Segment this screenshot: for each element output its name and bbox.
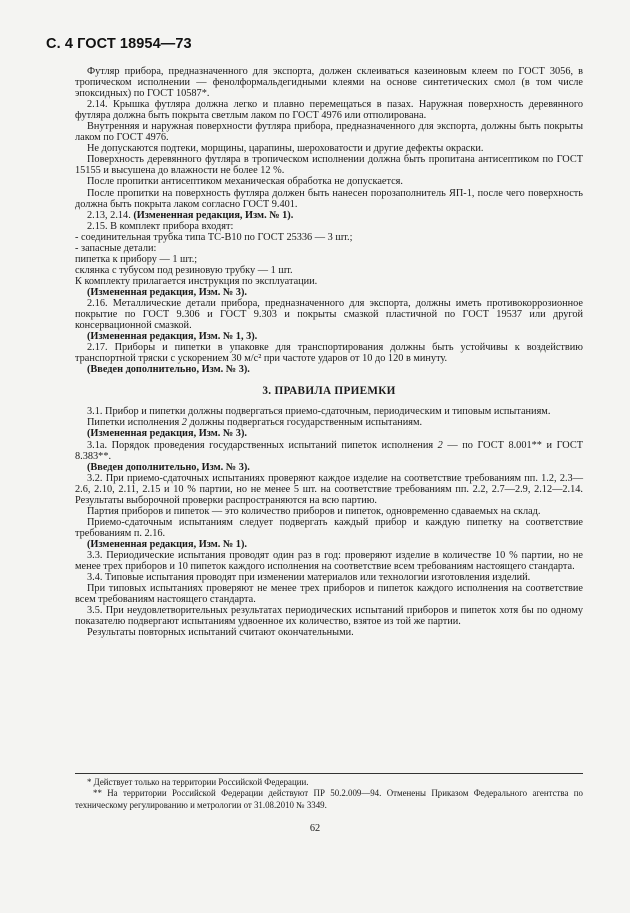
page-number: 62 [309,823,321,834]
paragraph: Не допускаются подтеки, морщины, царапины, шероховатости и другие дефекты окраски. [87,143,484,155]
amendment-note: (Измененная редакция, Изм. № 1). [133,209,294,221]
paragraph: 2.16. Металлические детали прибора, предназначенного для экспорта, должны иметь противокоррозионное покрытие по ГОСТ 9.306 и ГОСТ 9.303 и покрыты смазкой пластичной по ГОСТ 19537 или другой консервационной смазкой. [75,297,583,332]
paragraph: Приемо-сдаточным испытаниям следует подвергать каждый прибор и каждую пипетку на соответствие требованиям п. 2.16. [75,516,583,539]
paragraph: 3.5. При неудовлетворительных результатах периодических испытаний приборов и пипеток хотя бы по одному показателю подвергают испытаниям удвоенное их количество, взятое из той же партии. [75,605,583,628]
paragraph: Внутренняя и наружная поверхности футляра прибора, предназначенного для экспорта, должны быть покрыты лаком по ГОСТ 4976. [75,121,583,144]
paragraph: 2.15. В комплект прибора входят: [87,220,234,232]
variant-number: 2 [181,417,187,429]
document-body [75,66,583,638]
paragraph: Футляр прибора, предназначенного для экспорта, должен склеиваться казеиновым клеем по ГОСТ 3056, в тропическом исполнении — фенолформальдегидными клеями на основе синтетических смол (в том числе эпоксидных) по ГОСТ 10587*. [75,66,583,100]
amendment-note: (Измененная редакция, Изм. № 1). [87,538,247,550]
paragraph: Поверхность деревянного футляра в тропическом исполнении должна быть пропитана антисептиком по ГОСТ 15155 и высушена до влажности не более 12 %. [75,154,583,177]
paragraph: При типовых испытаниях проверяют не менее трех приборов и пипеток каждого исполнения на соответствие всем требованиям настоящего стандарта. [75,583,583,606]
paragraph: Результаты повторных испытаний считают окончательными. [87,627,354,639]
amendment-note: (Измененная редакция, Изм. № 3). [87,286,247,298]
paragraph: 3.4. Типовые испытания проводят при изменении материалов или технологии изготовления изделий. [87,572,531,584]
section-title: 3. ПРАВИЛА ПРИЕМКИ [262,385,396,398]
paragraph: 3.1. Прибор и пипетки должны подвергаться приемо-сдаточным, периодическим и типовым испытаниям. [87,406,551,418]
list-item: пипетка к прибору — 1 шт.; [75,253,198,265]
amendment-note: (Измененная редакция, Изм. № 3). [87,428,247,440]
page-header: С. 4 ГОСТ 18954—73 [46,36,192,52]
amendment-note: (Введен дополнительно, Изм. № 3). [87,461,250,473]
footnote: * Действует только на территории Российской Федерации. [87,777,309,787]
text-run: 3.1а. Порядок проведения государственных испытаний пипеток исполнения [87,439,438,451]
paragraph: После пропитки на поверхность футляра должен быть нанесен порозаполнитель ЯП-1, после чего поверхность должна быть покрыта лаком согласно ГОСТ 9.401. [75,187,583,210]
text-run: должны подвергаться государственным испытаниям. [186,417,423,429]
paragraph: 2.17. Приборы и пипетки в упаковке для транспортирования должны быть устойчивы к воздействию транспортной тряски с ускорением 30 м/с² при частоте ударов от 10 до 120 в минуту. [75,342,583,365]
paragraph: 3.3. Периодические испытания проводят один раз в год: проверяют изделие в количестве 10 % партии, но не менее трех приборов и 10 пипеток каждого исполнения на соответствие всем требованиям настоящего стандарта. [75,549,583,573]
text-run: Пипетки исполнения [87,417,182,429]
footnotes [75,773,583,811]
text-run: — по ГОСТ 8.001** и ГОСТ 8.383**. [75,439,583,462]
paragraph: 2.14. Крышка футляра должна легко и плавно перемещаться в пазах. Наружная поверхность деревянного футляра должна быть покрыта светлым лаком по ГОСТ 4976 или отполирована. [75,99,583,122]
list-item: - соединительная трубка типа ТС-В10 по ГОСТ 25336 — 3 шт.; [75,231,353,243]
list-item: - запасные детали: [75,242,157,254]
paragraph: После пропитки антисептиком механическая обработка не допускается. [87,176,403,188]
clause-ref: 2.13, 2.14. [87,209,131,221]
paragraph [87,210,583,221]
paragraph [75,417,583,428]
paragraph: Партия приборов и пипеток — это количество приборов и пипеток, одновременно сдаваемых на склад. [87,505,541,517]
amendment-note: (Измененная редакция, Изм. № 1, 3). [87,331,258,343]
paragraph: 3.2. При приемо-сдаточных испытаниях проверяют каждое изделие на соответствие требованиям пп. 1.2, 2.3—2.6, 2.10, 2.11, 2.15 и 10 % партии, но не менее 5 шт. на соответствие требованиям пп. 2.2, 2.7—2.9, 2.12—2.14. Результаты выборочной проверки распространяются на всю партию. [75,472,583,506]
list-item: К комплекту прилагается инструкция по эксплуатации. [75,275,318,287]
list-item: склянка с тубусом под резиновую трубку — 1 шт. [75,264,293,276]
footnote: ** На территории Российской Федерации действуют ПР 50.2.009—94. Отменены Приказом Федерального агентства по техническому регулированию и метрологии от 31.08.2010 № 3349. [75,788,583,810]
amendment-note: (Введен дополнительно, Изм. № 3). [87,364,250,376]
paragraph [75,440,583,462]
variant-number: 2 [437,439,443,451]
